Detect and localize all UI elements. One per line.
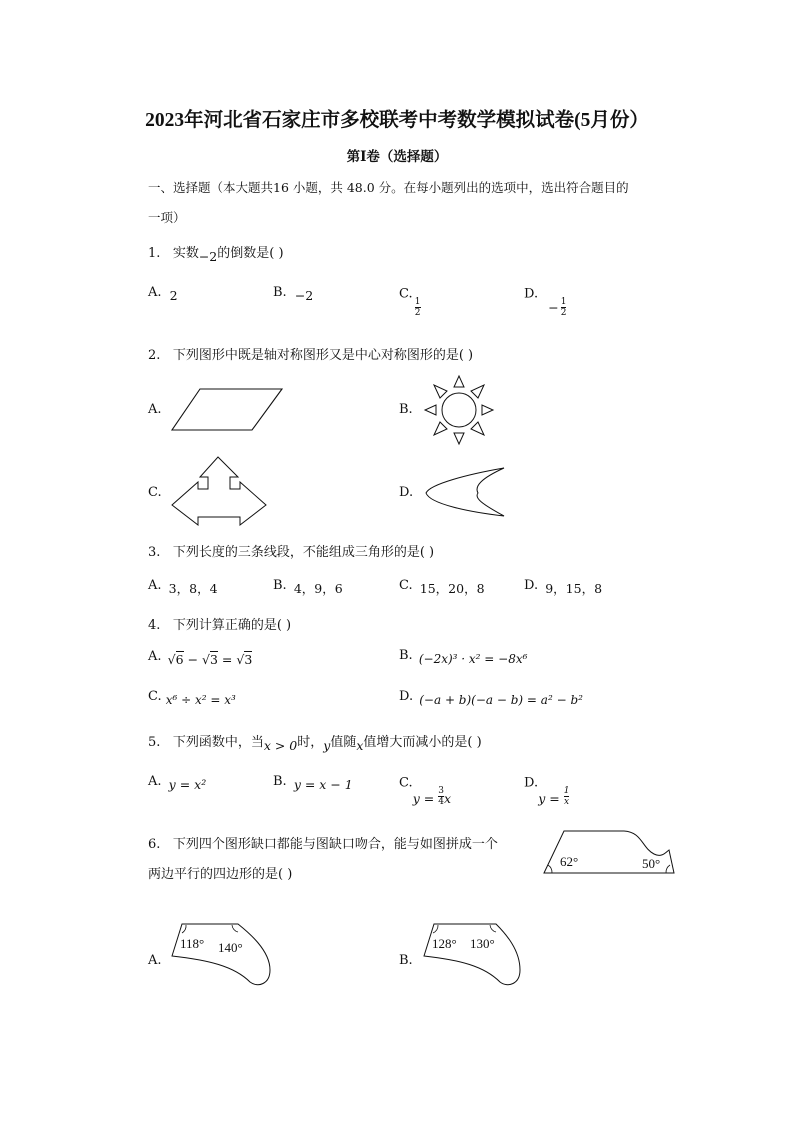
option-value: x⁶ ÷ x² = x³ bbox=[165, 693, 236, 707]
angle-label-left: 62° bbox=[560, 854, 579, 869]
option-label: B. bbox=[273, 578, 287, 593]
q5-option-a[interactable] bbox=[148, 773, 207, 792]
q1-option-b[interactable] bbox=[273, 284, 314, 303]
option-value: (−2x)³ · x² = −8x⁶ bbox=[418, 652, 528, 666]
question-1 bbox=[148, 242, 284, 264]
option-label: D. bbox=[524, 286, 539, 302]
question-text: 下列函数中，当 bbox=[172, 735, 264, 750]
option-a-angle-left: 118° bbox=[180, 936, 205, 951]
fraction-denominator: 4 bbox=[438, 797, 444, 807]
option-label: C. bbox=[399, 775, 413, 791]
question-text: 的倒数是( ) bbox=[217, 246, 284, 261]
option-value: 3，8，4 bbox=[168, 581, 218, 596]
q3-option-c[interactable] bbox=[399, 575, 485, 596]
question-number: 4. bbox=[148, 618, 161, 633]
q4-option-c[interactable] bbox=[148, 689, 236, 707]
option-value: x bbox=[443, 790, 452, 806]
sun-figure bbox=[421, 372, 497, 448]
question-5 bbox=[148, 731, 482, 753]
option-label: A. bbox=[148, 649, 162, 664]
option-label: D. bbox=[399, 689, 414, 704]
fraction-numerator: 1 bbox=[563, 786, 570, 796]
question-text: 值增大而减小的是( ) bbox=[363, 735, 482, 750]
option-label: A. bbox=[148, 285, 162, 300]
option-label: C. bbox=[148, 689, 162, 704]
fraction-numerator: 1 bbox=[414, 297, 421, 307]
option-value: y = x² bbox=[168, 777, 207, 792]
option-value: y = bbox=[412, 790, 439, 806]
q4-option-b[interactable] bbox=[399, 648, 528, 666]
three-arrow-figure bbox=[170, 455, 270, 527]
question-text: 实数 bbox=[172, 246, 199, 261]
q2-option-a[interactable]: A. bbox=[148, 402, 162, 417]
q5-option-d[interactable] bbox=[524, 773, 570, 807]
question-text: 下列计算正确的是( ) bbox=[172, 618, 292, 633]
fraction bbox=[415, 298, 421, 318]
crescent-figure bbox=[424, 466, 508, 518]
q3-option-d[interactable] bbox=[524, 575, 603, 596]
question-text: 时， bbox=[297, 735, 324, 750]
question-text: 下列图形中既是轴对称图形又是中心对称图形的是( ) bbox=[172, 348, 474, 363]
question-number: 5. bbox=[148, 735, 161, 750]
option-a-angle-right: 140° bbox=[218, 940, 243, 955]
math-value: −2 bbox=[198, 249, 218, 264]
fraction-numerator: 3 bbox=[438, 786, 444, 796]
option-value: −2 bbox=[294, 288, 314, 303]
option-value: √6 − √3 = √3 bbox=[167, 652, 253, 667]
q1-option-d[interactable] bbox=[524, 284, 567, 318]
option-label: D. bbox=[524, 775, 539, 791]
question-number: 1. bbox=[148, 246, 161, 261]
option-label: A. bbox=[148, 578, 162, 593]
q2-option-c[interactable]: C. bbox=[148, 485, 162, 500]
question-6 bbox=[148, 833, 498, 852]
question-text: 下列四个图形缺口都能与图缺口吻合，能与如图拼成一个 bbox=[172, 837, 498, 852]
math-variable: x bbox=[356, 738, 364, 753]
operator: − bbox=[183, 652, 203, 667]
option-b-piece-figure bbox=[420, 920, 524, 990]
q6-option-a[interactable]: A. bbox=[148, 953, 162, 968]
option-label: B. bbox=[273, 285, 287, 300]
option-value: 2 bbox=[169, 288, 178, 303]
option-value: y = bbox=[538, 790, 564, 806]
question-text: 值随 bbox=[330, 735, 357, 750]
question-4 bbox=[148, 614, 291, 633]
page-title: 2023年河北省石家庄市多校联考中考数学模拟试卷(5月份） bbox=[145, 110, 649, 131]
option-b-angle-right: 130° bbox=[470, 936, 495, 951]
q1-option-c[interactable] bbox=[399, 284, 421, 318]
q4-option-d[interactable] bbox=[399, 689, 583, 707]
fraction-denominator: 2 bbox=[414, 308, 421, 318]
option-value: (−a + b)(−a − b) = a² − b² bbox=[419, 693, 583, 707]
fraction-numerator: 1 bbox=[560, 297, 567, 307]
radicand: 3 bbox=[244, 652, 253, 667]
question-number: 3. bbox=[148, 545, 161, 560]
fraction-denominator: x bbox=[564, 797, 570, 807]
q3-option-b[interactable] bbox=[273, 575, 343, 596]
option-label: C. bbox=[399, 578, 413, 593]
question-2 bbox=[148, 344, 473, 363]
option-label: A. bbox=[148, 774, 162, 789]
q2-option-b[interactable]: B. bbox=[399, 402, 413, 417]
option-value: 4，9，6 bbox=[293, 581, 343, 596]
fraction bbox=[561, 298, 567, 318]
q1-option-a[interactable] bbox=[148, 284, 178, 303]
radicand: 3 bbox=[209, 652, 218, 667]
option-label: B. bbox=[399, 648, 413, 663]
q3-option-a[interactable] bbox=[148, 575, 218, 596]
minus-sign: − bbox=[548, 299, 559, 315]
q2-option-d[interactable]: D. bbox=[399, 485, 414, 500]
option-label: D. bbox=[524, 578, 539, 593]
option-value: y = x − 1 bbox=[293, 777, 353, 792]
section-header-line2: 一项） bbox=[148, 210, 186, 225]
question-number: 2. bbox=[148, 348, 161, 363]
question-number: 6. bbox=[148, 837, 161, 852]
q4-option-a[interactable] bbox=[148, 648, 253, 667]
math-condition: x > 0 bbox=[263, 738, 298, 753]
section-header-line1: 一、选择题（本大题共16 小题，共 48.0 分。在每小题列出的选项中，选出符合题目的 bbox=[148, 180, 629, 195]
math-variable: y bbox=[323, 738, 331, 753]
angle-label-right: 50° bbox=[642, 856, 661, 871]
question-3 bbox=[148, 541, 434, 560]
radicand: 6 bbox=[175, 652, 184, 667]
page-subtitle: 第I卷（选择题） bbox=[346, 149, 448, 165]
fraction-denominator: 2 bbox=[560, 308, 567, 318]
option-value: 9，15，8 bbox=[545, 581, 603, 596]
operator: = bbox=[217, 652, 237, 667]
q5-option-b[interactable] bbox=[273, 773, 353, 792]
option-label: B. bbox=[273, 774, 287, 789]
parallelogram-figure bbox=[170, 387, 285, 433]
option-label: C. bbox=[399, 286, 413, 302]
question-6-line2: 两边平行的四边形的是( ) bbox=[148, 867, 293, 882]
option-value: 15，20，8 bbox=[419, 581, 485, 596]
option-b-angle-left: 128° bbox=[432, 936, 457, 951]
q6-option-b[interactable]: B. bbox=[399, 953, 413, 968]
question-text: 下列长度的三条线段，不能组成三角形的是( ) bbox=[172, 545, 435, 560]
q5-option-c[interactable] bbox=[399, 773, 452, 807]
fraction bbox=[564, 787, 570, 807]
